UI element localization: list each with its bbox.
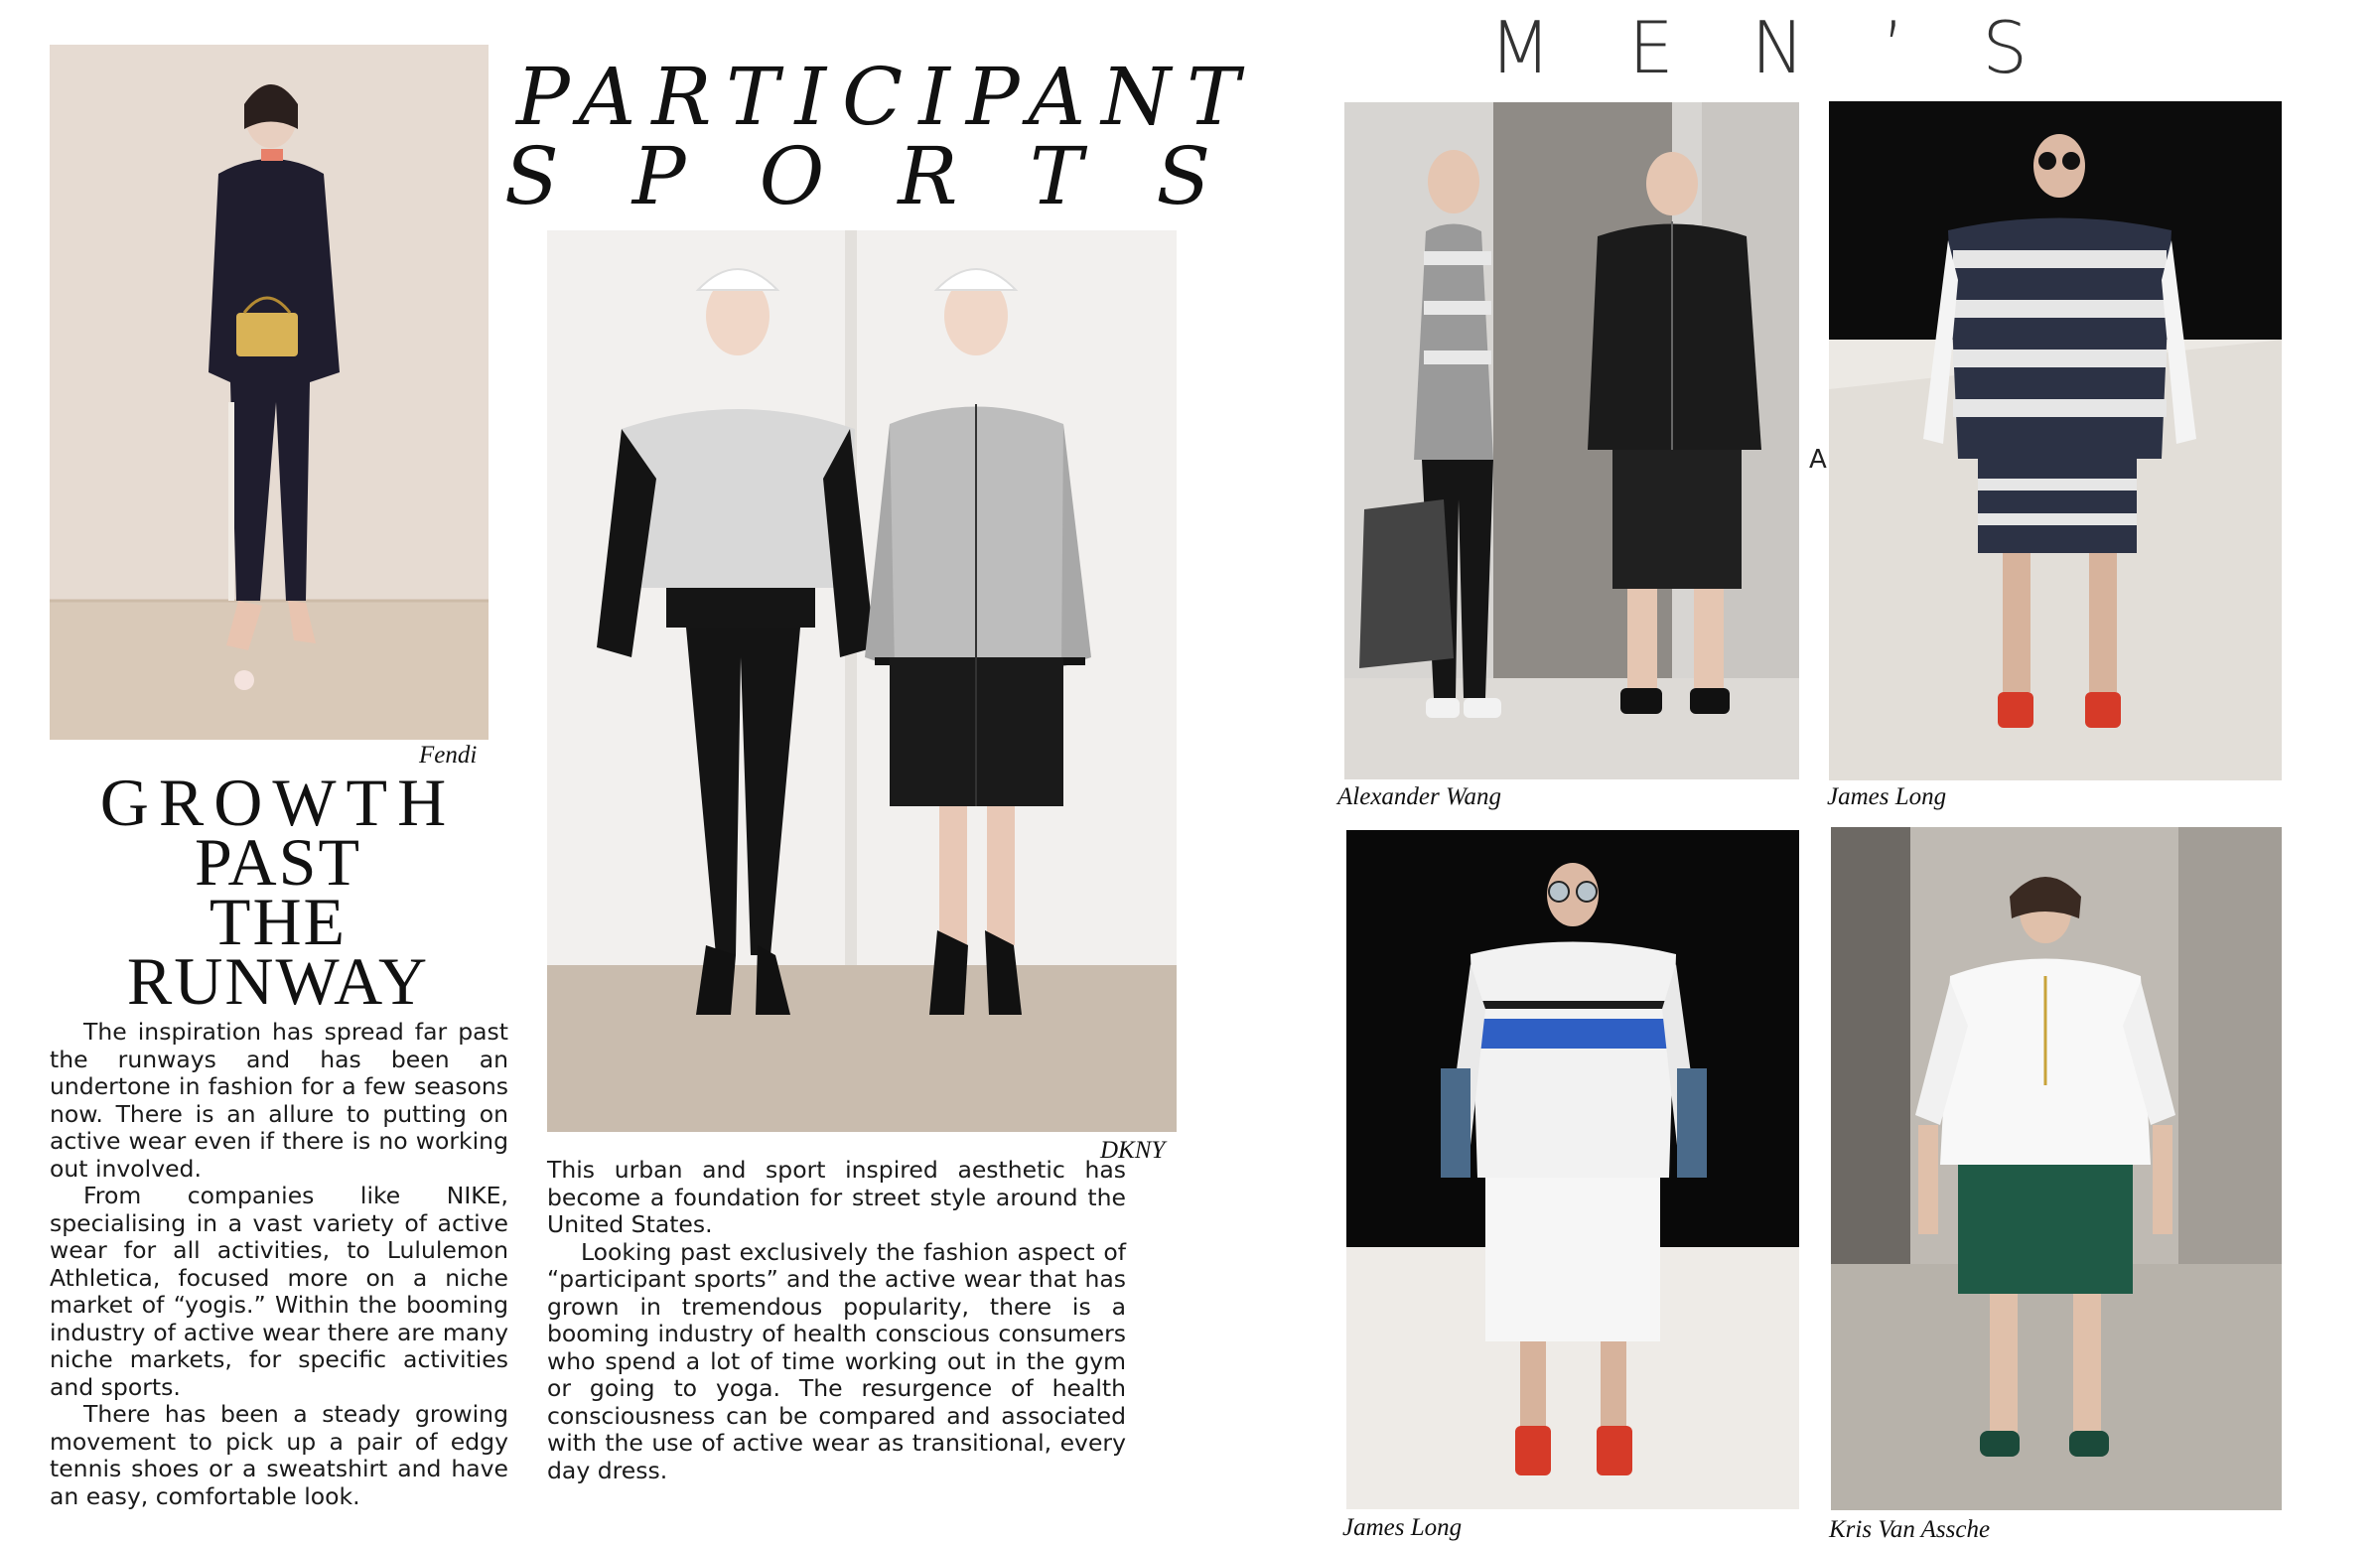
title-sports: SPORTS: [504, 130, 1285, 222]
james-long-photo-2: [1346, 830, 1799, 1509]
dkny-photo: [547, 230, 1177, 1132]
growth-heading-line: THE: [209, 884, 348, 959]
mens-heading: MEN’S: [1489, 6, 2106, 89]
james-long-credit-1: James Long: [1827, 783, 1947, 810]
james-long-credit-2: James Long: [1342, 1514, 1463, 1541]
fendi-credit: Fendi: [419, 742, 478, 769]
left-paragraph: The inspiration has spread far past the runways and has been an undertone in fashion for a few seasons now. There is an allure to putting on active wear even if there is no working out involved.: [50, 1018, 508, 1183]
title-participant: PARTICIPANT: [516, 51, 1256, 143]
kris-van-assche-photo: [1831, 827, 2282, 1510]
growth-heading-line: RUNWAY: [126, 943, 430, 1019]
growth-heading: [50, 765, 506, 1019]
left-article-column: [50, 1019, 508, 1510]
dkny-credit: DKNY: [1100, 1137, 1166, 1164]
kris-van-assche-credit: Kris Van Assche: [1829, 1516, 1991, 1543]
alexander-wang-credit: Alexander Wang: [1337, 783, 1502, 810]
alexander-wang-photo: [1344, 102, 1799, 779]
stray-letter: A: [1809, 445, 1827, 475]
left-paragraph: There has been a steady growing movement to pick up a pair of edgy tennis shoes or a sweatshirt and have an easy, comfortable look.: [50, 1400, 508, 1510]
middle-paragraph: This urban and sport inspired aesthetic has become a foundation for street style around the United States.: [547, 1156, 1126, 1238]
james-long-photo-1: [1829, 101, 2282, 780]
middle-article-column: [547, 1157, 1126, 1484]
fendi-photo: [50, 45, 489, 740]
growth-heading-line: PAST: [194, 824, 362, 900]
growth-heading-line: GROWTH: [99, 765, 457, 840]
left-paragraph: From companies like NIKE, specialising in a vast variety of active wear for all activities, to Lululemon Athletica, focused more on a niche market of “yogis.” Within the booming industry of active wear there are many niche markets, for specific activities and sports.: [50, 1182, 508, 1401]
middle-paragraph: Looking past exclusively the fashion aspect of “participant sports” and the active wear that has grown in tremendous popularity, there is a booming industry of health conscious consumers who spend a lot of time working out in the gym or going to yoga. The resurgence of health consciousness can be compared and associated with the use of active wear as transitional, every day dress.: [547, 1237, 1126, 1484]
